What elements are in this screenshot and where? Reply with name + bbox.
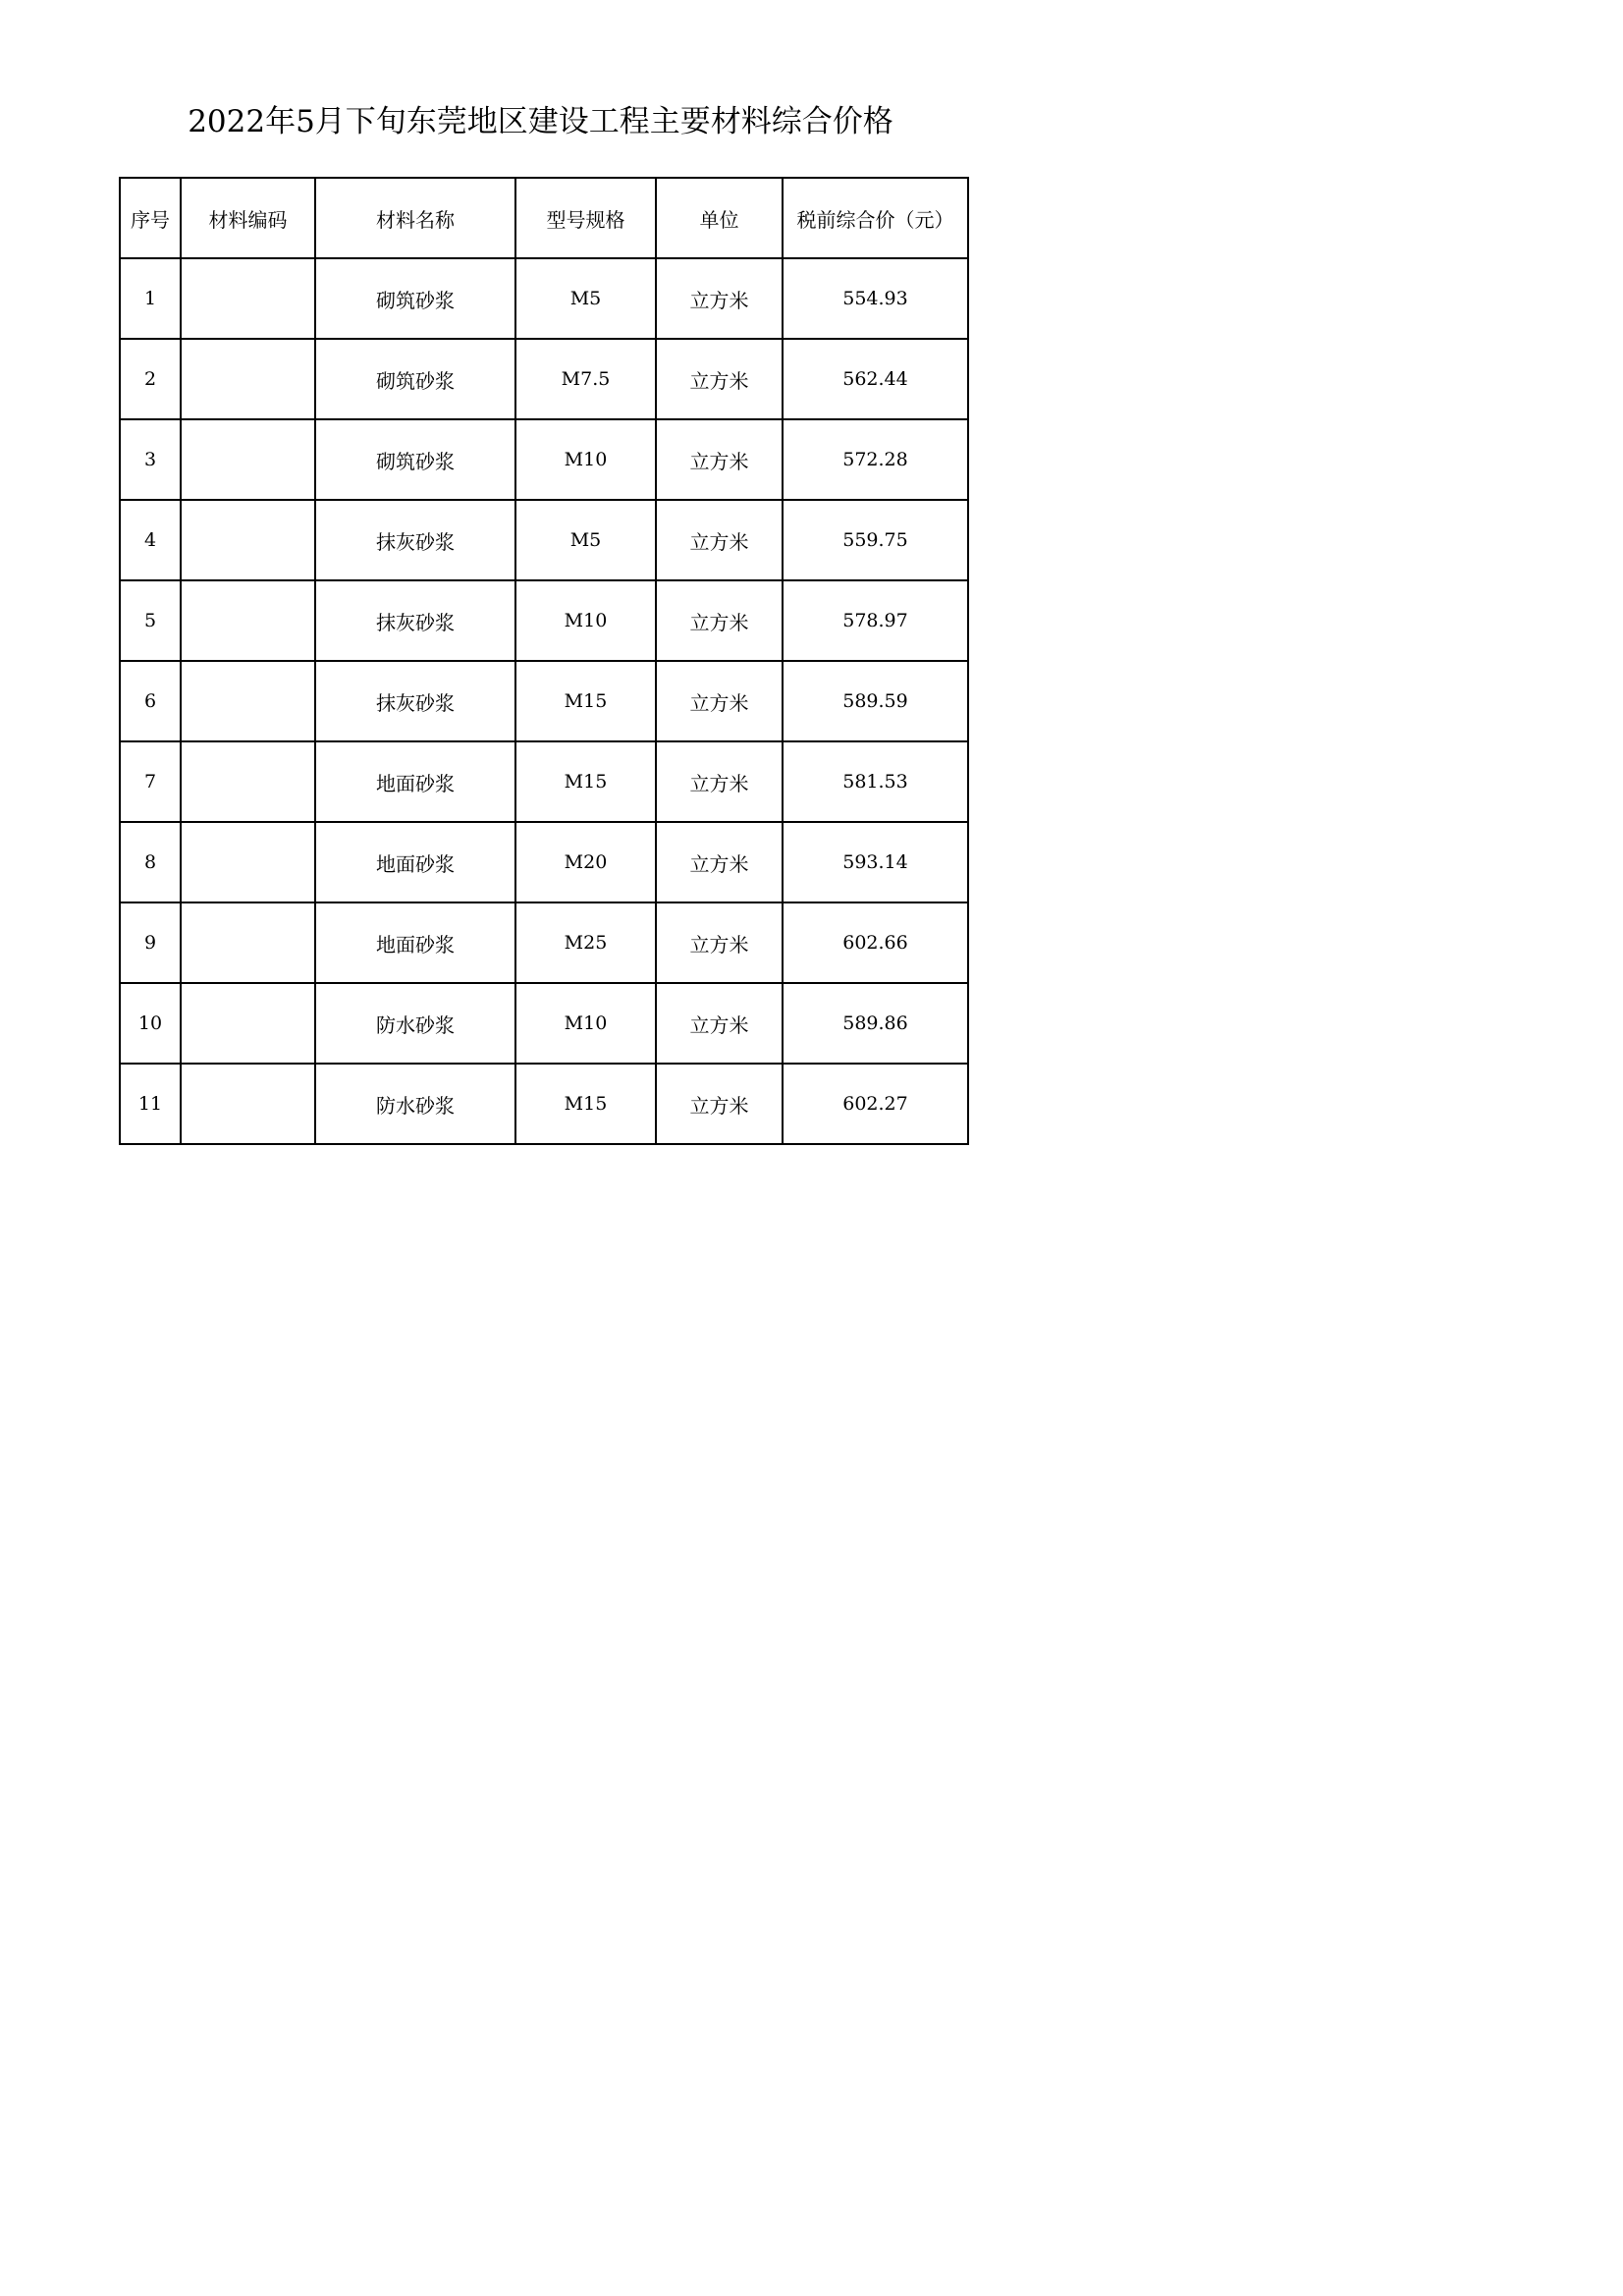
table-row xyxy=(120,258,968,339)
cell-material-name: 抹灰砂浆 xyxy=(315,500,515,580)
cell-material-code xyxy=(181,258,315,339)
cell-price: 554.93 xyxy=(783,258,968,339)
page-title: 2022年5月下旬东莞地区建设工程主要材料综合价格 xyxy=(188,104,893,139)
cell-spec: M15 xyxy=(515,741,656,822)
cell-seq: 7 xyxy=(120,741,181,822)
cell-material-name: 抹灰砂浆 xyxy=(315,661,515,741)
header-unit: 单位 xyxy=(656,178,783,258)
cell-spec: M25 xyxy=(515,902,656,983)
table-row xyxy=(120,661,968,741)
table-header-row xyxy=(120,178,968,258)
cell-material-code xyxy=(181,419,315,500)
cell-material-code xyxy=(181,983,315,1064)
cell-material-code xyxy=(181,339,315,419)
cell-spec: M5 xyxy=(515,258,656,339)
cell-unit: 立方米 xyxy=(656,822,783,902)
cell-price: 602.66 xyxy=(783,902,968,983)
cell-seq: 6 xyxy=(120,661,181,741)
cell-material-code xyxy=(181,661,315,741)
cell-spec: M7.5 xyxy=(515,339,656,419)
cell-unit: 立方米 xyxy=(656,1064,783,1144)
cell-price: 589.86 xyxy=(783,983,968,1064)
header-spec: 型号规格 xyxy=(515,178,656,258)
header-price: 税前综合价（元） xyxy=(783,178,968,258)
cell-unit: 立方米 xyxy=(656,258,783,339)
cell-unit: 立方米 xyxy=(656,983,783,1064)
cell-spec: M15 xyxy=(515,1064,656,1144)
cell-price: 578.97 xyxy=(783,580,968,661)
cell-material-code xyxy=(181,741,315,822)
table-row xyxy=(120,983,968,1064)
cell-material-code xyxy=(181,1064,315,1144)
cell-material-name: 地面砂浆 xyxy=(315,822,515,902)
header-material-code: 材料编码 xyxy=(181,178,315,258)
cell-price: 562.44 xyxy=(783,339,968,419)
cell-price: 581.53 xyxy=(783,741,968,822)
table-row xyxy=(120,741,968,822)
cell-material-name: 防水砂浆 xyxy=(315,983,515,1064)
cell-price: 602.27 xyxy=(783,1064,968,1144)
cell-material-code xyxy=(181,580,315,661)
table-row xyxy=(120,500,968,580)
cell-seq: 11 xyxy=(120,1064,181,1144)
cell-seq: 1 xyxy=(120,258,181,339)
cell-price: 559.75 xyxy=(783,500,968,580)
cell-spec: M5 xyxy=(515,500,656,580)
cell-seq: 3 xyxy=(120,419,181,500)
table-row xyxy=(120,902,968,983)
cell-unit: 立方米 xyxy=(656,580,783,661)
cell-price: 589.59 xyxy=(783,661,968,741)
cell-material-code xyxy=(181,822,315,902)
cell-unit: 立方米 xyxy=(656,419,783,500)
cell-price: 593.14 xyxy=(783,822,968,902)
cell-spec: M10 xyxy=(515,580,656,661)
table-row xyxy=(120,822,968,902)
table-row xyxy=(120,419,968,500)
table-row xyxy=(120,339,968,419)
cell-material-name: 砌筑砂浆 xyxy=(315,419,515,500)
header-seq: 序号 xyxy=(120,178,181,258)
table-row xyxy=(120,1064,968,1144)
cell-material-name: 地面砂浆 xyxy=(315,902,515,983)
cell-material-code xyxy=(181,902,315,983)
material-price-table xyxy=(119,177,969,1145)
cell-unit: 立方米 xyxy=(656,339,783,419)
cell-material-name: 砌筑砂浆 xyxy=(315,258,515,339)
cell-spec: M10 xyxy=(515,419,656,500)
cell-spec: M10 xyxy=(515,983,656,1064)
cell-material-name: 防水砂浆 xyxy=(315,1064,515,1144)
cell-seq: 4 xyxy=(120,500,181,580)
cell-seq: 8 xyxy=(120,822,181,902)
cell-seq: 2 xyxy=(120,339,181,419)
cell-material-name: 地面砂浆 xyxy=(315,741,515,822)
cell-unit: 立方米 xyxy=(656,500,783,580)
cell-material-name: 砌筑砂浆 xyxy=(315,339,515,419)
cell-spec: M20 xyxy=(515,822,656,902)
cell-seq: 9 xyxy=(120,902,181,983)
cell-seq: 10 xyxy=(120,983,181,1064)
cell-unit: 立方米 xyxy=(656,741,783,822)
cell-seq: 5 xyxy=(120,580,181,661)
table-row xyxy=(120,580,968,661)
cell-spec: M15 xyxy=(515,661,656,741)
cell-material-code xyxy=(181,500,315,580)
cell-unit: 立方米 xyxy=(656,902,783,983)
cell-material-name: 抹灰砂浆 xyxy=(315,580,515,661)
cell-unit: 立方米 xyxy=(656,661,783,741)
cell-price: 572.28 xyxy=(783,419,968,500)
header-material-name: 材料名称 xyxy=(315,178,515,258)
